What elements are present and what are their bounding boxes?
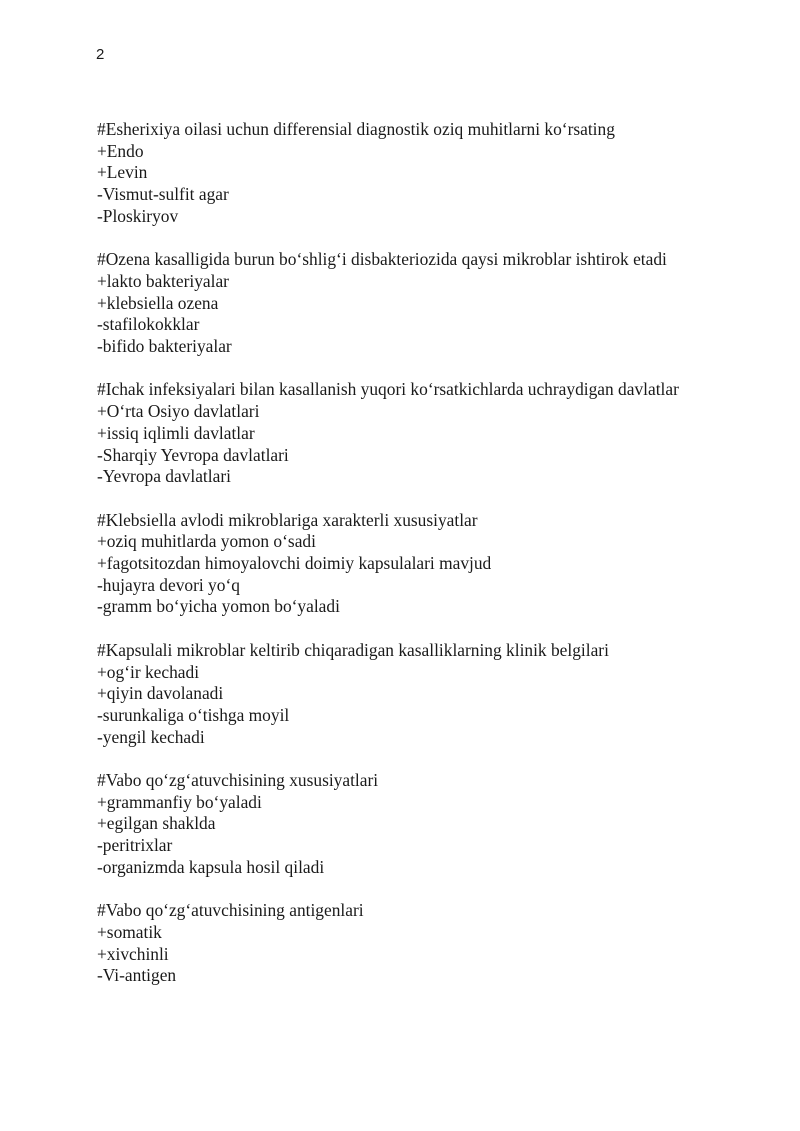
document-body (97, 119, 717, 1009)
question-block (97, 900, 717, 987)
answer-option: -hujayra devori yo‘q (97, 574, 240, 595)
question-text: #Ichak infeksiyalari bilan kasallanish yuqori ko‘rsatkichlarda uchraydigan davlatlar (97, 379, 679, 400)
answer-option: -surunkaliga o‘tishga moyil (97, 704, 290, 725)
answer-option: +grammanfiy bo‘yaladi (97, 791, 262, 812)
answer-option: +Endo (97, 140, 144, 161)
question-text: #Vabo qo‘zg‘atuvchisining antigenlari (97, 900, 364, 921)
answer-option: -stafilokokklar (97, 314, 200, 335)
question-text: #Klebsiella avlodi mikroblariga xarakterli xususiyatlar (97, 509, 478, 530)
answer-option: +egilgan shaklda (97, 813, 216, 834)
answer-option: -Vi-antigen (97, 965, 177, 986)
answer-option: -Ploskiryov (97, 205, 179, 226)
question-block (97, 640, 717, 749)
answer-option: -organizmda kapsula hosil qiladi (97, 856, 325, 877)
answer-option: +xivchinli (97, 943, 169, 964)
answer-option: +klebsiella ozena (97, 292, 219, 313)
question-block (97, 770, 717, 879)
answer-option: +lakto bakteriyalar (97, 270, 229, 291)
answer-option: -peritrixlar (97, 835, 173, 856)
answer-option: +issiq iqlimli davlatlar (97, 422, 255, 443)
question-block (97, 510, 717, 619)
answer-option: +qiyin davolanadi (97, 683, 224, 704)
page-number: 2 (96, 46, 105, 63)
answer-option: -gramm bo‘yicha yomon bo‘yaladi (97, 596, 340, 617)
answer-option: +og‘ir kechadi (97, 661, 200, 682)
answer-option: +O‘rta Osiyo davlatlari (97, 401, 260, 422)
answer-option: -Yevropa davlatlari (97, 466, 231, 487)
answer-option: +Levin (97, 162, 148, 183)
answer-option: -Vismut-sulfit agar (97, 184, 229, 205)
question-text: #Vabo qo‘zg‘atuvchisining xususiyatlari (97, 770, 379, 791)
question-text: #Ozena kasalligida burun bo‘shlig‘i disbakteriozida qaysi mikroblar ishtirok etadi (97, 249, 667, 270)
answer-option: +somatik (97, 921, 162, 942)
question-text: #Esherixiya oilasi uchun differensial diagnostik oziq muhitlarni ko‘rsating (97, 119, 615, 139)
question-block (97, 119, 717, 228)
question-text: #Kapsulali mikroblar keltirib chiqaradigan kasalliklarning klinik belgilari (97, 639, 609, 660)
answer-option: +fagotsitozdan himoyalovchi doimiy kapsulalari mavjud (97, 553, 492, 574)
answer-option: -bifido bakteriyalar (97, 336, 232, 357)
answer-option: -yengil kechadi (97, 726, 205, 747)
answer-option: -Sharqiy Yevropa davlatlari (97, 444, 289, 465)
answer-option: +oziq muhitlarda yomon o‘sadi (97, 531, 316, 552)
question-block (97, 249, 717, 358)
question-block (97, 379, 717, 488)
